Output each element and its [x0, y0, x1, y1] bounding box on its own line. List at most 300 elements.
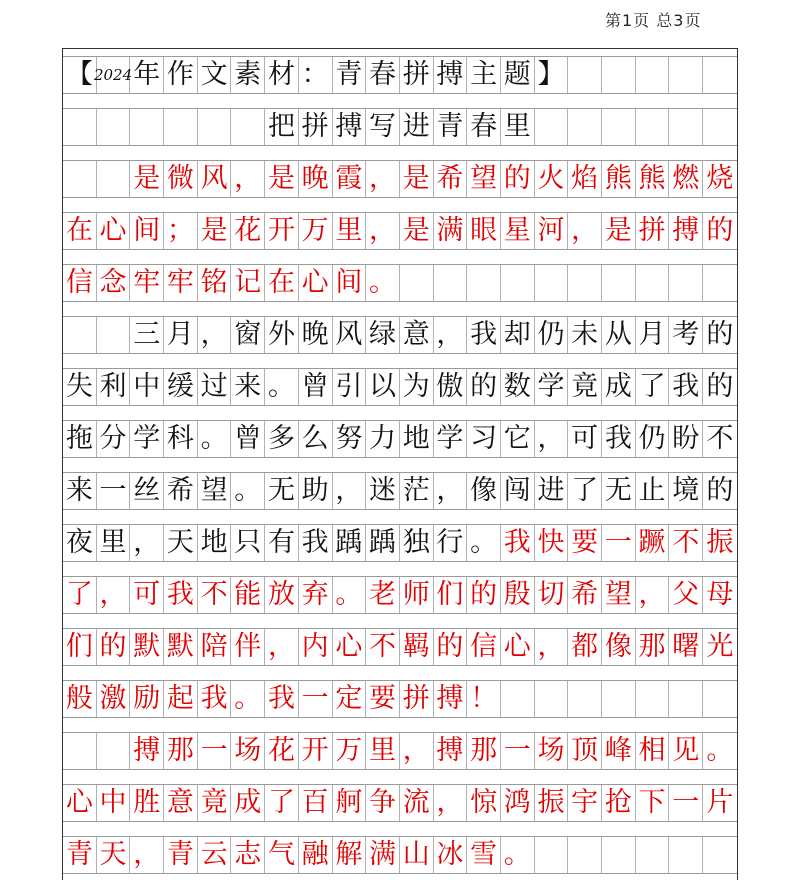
grid-cell [568, 837, 602, 873]
grid-cell [501, 265, 535, 301]
grid-cell: 不 [706, 423, 734, 454]
grid-cell: 默 [130, 629, 164, 665]
grid-cell: 那 [636, 629, 670, 665]
grid-cell [669, 57, 703, 93]
grid-cell: 的 [706, 371, 734, 402]
grid-cell: 的 [467, 577, 501, 613]
grid-cell [97, 161, 131, 197]
grid-cell: 月 [636, 317, 670, 353]
grid-cell: 的 [467, 369, 501, 405]
grid-row [63, 576, 737, 614]
grid-cell: 2024 [97, 57, 131, 93]
grid-cell [97, 109, 131, 145]
grid-cell: 以 [366, 369, 400, 405]
grid-cell [535, 837, 569, 873]
page-indicator: 第1页 总3页 [605, 11, 702, 30]
grid-cell: 我 [198, 681, 232, 717]
grid-cell: 星 [501, 213, 535, 249]
grid-cell: 地 [400, 421, 434, 457]
grid-cell: 铭 [198, 265, 232, 301]
grid-cell: 题 [501, 57, 535, 93]
grid-cell [636, 57, 670, 93]
grid-cell: 独 [400, 525, 434, 561]
grid-cell: 师 [400, 577, 434, 613]
grid-cell: 我 [669, 369, 703, 405]
grid-cell [97, 317, 131, 353]
grid-cell: 舸 [333, 785, 367, 821]
grid-cell: 熊 [636, 161, 670, 197]
grid-cell: 是 [265, 161, 299, 197]
grid-cell: ， [535, 629, 569, 665]
grid-cell: 流 [400, 785, 434, 821]
grid-cell: 的 [706, 475, 734, 506]
grid-cell: 成 [602, 369, 636, 405]
grid-cell: 念 [97, 265, 131, 301]
grid-cell: 振 [535, 785, 569, 821]
grid-cell [636, 837, 670, 873]
grid-row [63, 212, 737, 250]
grid-cell: 搏 [434, 57, 468, 93]
grid-row [63, 680, 737, 718]
grid-cell: 放 [265, 577, 299, 613]
grid-cell: 成 [231, 785, 265, 821]
grid-cell: 。 [501, 837, 535, 873]
grid-cell: 了 [568, 473, 602, 509]
grid-cell: 相 [636, 733, 670, 769]
grid-cell: 冰 [434, 837, 468, 873]
grid-cell: 心 [501, 629, 535, 665]
grid-paper [62, 48, 738, 880]
grid-row [63, 784, 737, 822]
grid-cell: 分 [97, 421, 131, 457]
grid-cell: 融 [299, 837, 333, 873]
grid-cell: 作 [164, 57, 198, 93]
grid-cell: 一 [602, 525, 636, 561]
grid-cell: 中 [130, 369, 164, 405]
grid-cell: 振 [706, 527, 734, 558]
grid-cell [568, 109, 602, 145]
grid-cell: 曙 [669, 629, 703, 665]
grid-cell: 来 [63, 473, 97, 509]
grid-cell: 光 [706, 631, 734, 662]
grid-cell [602, 837, 636, 873]
grid-cell: 望 [602, 577, 636, 613]
grid-cell [703, 837, 737, 873]
grid-cell: 老 [366, 577, 400, 613]
grid-cell: 我 [164, 577, 198, 613]
grid-cell: 那 [467, 733, 501, 769]
grid-cell: 母 [706, 579, 734, 610]
grid-cell: 利 [97, 369, 131, 405]
grid-cell: 竟 [568, 369, 602, 405]
grid-cell: 顶 [568, 733, 602, 769]
grid-cell: 我 [602, 421, 636, 457]
grid-cell: 场 [231, 733, 265, 769]
grid-cell: 万 [333, 733, 367, 769]
grid-cell: ， [333, 473, 367, 509]
grid-cell: 月 [164, 317, 198, 353]
grid-cell: 里 [333, 213, 367, 249]
grid-cell: 习 [467, 421, 501, 457]
grid-cell [602, 57, 636, 93]
grid-row [63, 524, 737, 562]
grid-cell: 羁 [400, 629, 434, 665]
grid-cell: 花 [231, 213, 265, 249]
grid-cell: 丝 [130, 473, 164, 509]
grid-cell [703, 57, 737, 93]
grid-cell: 一 [501, 733, 535, 769]
grid-cell: 切 [535, 577, 569, 613]
grid-cell: 鸿 [501, 785, 535, 821]
grid-cell: 从 [602, 317, 636, 353]
grid-cell: ， [366, 213, 400, 249]
grid-row [63, 264, 737, 302]
grid-cell: 开 [265, 213, 299, 249]
grid-cell: 未 [568, 317, 602, 353]
grid-cell: 默 [164, 629, 198, 665]
grid-cell: 万 [299, 213, 333, 249]
grid-cell: 拼 [400, 57, 434, 93]
grid-cell [467, 265, 501, 301]
grid-cell: 记 [231, 265, 265, 301]
grid-row [63, 836, 737, 874]
grid-cell: 宇 [568, 785, 602, 821]
grid-cell: 窗 [231, 317, 265, 353]
grid-cell: 多 [265, 421, 299, 457]
grid-cell: 无 [602, 473, 636, 509]
grid-cell: 燃 [669, 161, 703, 197]
grid-row [63, 420, 737, 458]
grid-cell: 晚 [299, 161, 333, 197]
grid-cell: 激 [97, 681, 131, 717]
grid-cell: ， [97, 577, 131, 613]
grid-cell: 我 [501, 525, 535, 561]
grid-cell: 搏 [130, 733, 164, 769]
grid-cell: 学 [535, 369, 569, 405]
grid-cell [669, 837, 703, 873]
grid-cell: 。 [467, 525, 501, 561]
grid-cell: 的 [434, 629, 468, 665]
grid-cell: 片 [706, 787, 734, 818]
grid-cell: 信 [63, 265, 97, 301]
grid-cell: 般 [63, 681, 97, 717]
grid-cell: 天 [97, 837, 131, 873]
grid-cell [535, 109, 569, 145]
grid-cell: 微 [164, 161, 198, 197]
grid-cell: 】 [535, 57, 569, 93]
grid-cell: 搏 [434, 681, 468, 717]
grid-cell: 们 [63, 629, 97, 665]
grid-cell: 盼 [669, 421, 703, 457]
grid-cell [434, 265, 468, 301]
grid-cell [669, 265, 703, 301]
grid-cell: 牢 [164, 265, 198, 301]
grid-cell: 。 [706, 735, 734, 766]
grid-cell: 搏 [333, 109, 367, 145]
grid-cell [602, 265, 636, 301]
grid-cell: 拖 [63, 421, 97, 457]
grid-cell: 励 [130, 681, 164, 717]
grid-cell: 。 [333, 577, 367, 613]
grid-cell: 为 [400, 369, 434, 405]
grid-cell: ， [434, 473, 468, 509]
grid-cell [703, 681, 737, 717]
grid-cell: 可 [568, 421, 602, 457]
grid-cell: 河 [535, 213, 569, 249]
grid-cell: 的 [97, 629, 131, 665]
grid-cell: 内 [299, 629, 333, 665]
grid-cell: ， [198, 317, 232, 353]
grid-cell: 见 [669, 733, 703, 769]
grid-cell: 。 [366, 265, 400, 301]
grid-cell: 伴 [231, 629, 265, 665]
grid-cell: 争 [366, 785, 400, 821]
grid-cell: 助 [299, 473, 333, 509]
grid-cell: ， [231, 161, 265, 197]
grid-cell: 要 [568, 525, 602, 561]
grid-cell: 起 [164, 681, 198, 717]
grid-row [63, 472, 737, 510]
grid-cell: 有 [265, 525, 299, 561]
grid-cell: 我 [265, 681, 299, 717]
grid-cell: 烧 [706, 163, 734, 194]
grid-cell: 不 [198, 577, 232, 613]
grid-cell [669, 681, 703, 717]
grid-cell: 曾 [299, 369, 333, 405]
grid-cell: 我 [467, 317, 501, 353]
grid-cell: 主 [467, 57, 501, 93]
grid-cell: 霞 [333, 161, 367, 197]
grid-cell: 仍 [535, 317, 569, 353]
grid-cell: 胜 [130, 785, 164, 821]
grid-cell: 地 [198, 525, 232, 561]
grid-cell: 。 [265, 369, 299, 405]
grid-cell: ， [130, 525, 164, 561]
grid-cell: 风 [333, 317, 367, 353]
grid-cell [63, 161, 97, 197]
grid-cell [231, 109, 265, 145]
grid-cell: 曾 [231, 421, 265, 457]
grid-cell: 的 [501, 161, 535, 197]
grid-cell: 熊 [602, 161, 636, 197]
grid-cell: 希 [164, 473, 198, 509]
grid-cell: 解 [333, 837, 367, 873]
grid-cell: 一 [198, 733, 232, 769]
grid-cell: 把 [265, 109, 299, 145]
grid-cell: 春 [467, 109, 501, 145]
grid-cell: 惊 [467, 785, 501, 821]
grid-cell: 是 [602, 213, 636, 249]
grid-row [63, 628, 737, 666]
grid-cell: 殷 [501, 577, 535, 613]
grid-cell: 搏 [669, 213, 703, 249]
grid-cell [636, 265, 670, 301]
grid-cell: ， [636, 577, 670, 613]
grid-cell: 牢 [130, 265, 164, 301]
grid-cell: ： [299, 57, 333, 93]
grid-cell: 心 [299, 265, 333, 301]
grid-cell: 间 [333, 265, 367, 301]
grid-cell: ， [434, 317, 468, 353]
grid-cell: 意 [400, 317, 434, 353]
grid-cell: 力 [366, 421, 400, 457]
grid-cell: 里 [501, 109, 535, 145]
grid-cell [636, 681, 670, 717]
grid-cell [703, 109, 737, 145]
grid-cell: 素 [231, 57, 265, 93]
grid-cell: ， [130, 837, 164, 873]
grid-cell: 努 [333, 421, 367, 457]
grid-cell: 青 [164, 837, 198, 873]
grid-cell: 晚 [299, 317, 333, 353]
grid-cell: 是 [130, 161, 164, 197]
grid-cell: ， [535, 421, 569, 457]
grid-cell: 我 [299, 525, 333, 561]
grid-cell [703, 265, 737, 301]
grid-cell: 望 [198, 473, 232, 509]
grid-cell: 心 [63, 785, 97, 821]
grid-cell [602, 681, 636, 717]
grid-cell [535, 265, 569, 301]
grid-cell: ， [434, 785, 468, 821]
grid-cell [636, 109, 670, 145]
grid-cell: 了 [63, 577, 97, 613]
grid-row [63, 732, 737, 770]
grid-cell: 火 [535, 161, 569, 197]
grid-cell: 迷 [366, 473, 400, 509]
grid-cell: 风 [198, 161, 232, 197]
grid-cell: 天 [164, 525, 198, 561]
grid-cell: 的 [706, 215, 734, 246]
grid-cell: 满 [434, 213, 468, 249]
grid-cell [164, 109, 198, 145]
grid-cell: ， [366, 161, 400, 197]
grid-cell: 失 [63, 369, 97, 405]
grid-cell: 不 [669, 525, 703, 561]
grid-cell: 间 [130, 213, 164, 249]
grid-cell: 峰 [602, 733, 636, 769]
grid-cell [198, 109, 232, 145]
grid-cell [535, 681, 569, 717]
grid-cell: 的 [706, 319, 734, 350]
grid-cell: ！ [467, 681, 501, 717]
grid-cell: 只 [231, 525, 265, 561]
grid-cell: 春 [366, 57, 400, 93]
grid-cell: 了 [265, 785, 299, 821]
grid-cell [400, 265, 434, 301]
grid-cell: 拼 [636, 213, 670, 249]
grid-cell: 都 [568, 629, 602, 665]
grid-cell [669, 109, 703, 145]
grid-cell: 花 [265, 733, 299, 769]
grid-cell: 了 [636, 369, 670, 405]
grid-cell: 云 [198, 837, 232, 873]
grid-cell [568, 681, 602, 717]
grid-cell: 数 [501, 369, 535, 405]
grid-row [63, 316, 737, 354]
grid-cell: 止 [636, 473, 670, 509]
grid-cell: 拼 [299, 109, 333, 145]
grid-cell: 弃 [299, 577, 333, 613]
grid-row [63, 108, 737, 146]
grid-cell: 无 [265, 473, 299, 509]
grid-cell: 材 [265, 57, 299, 93]
grid-cell: 一 [97, 473, 131, 509]
grid-cell: 蹶 [636, 525, 670, 561]
grid-cell: 茫 [400, 473, 434, 509]
grid-cell: 夜 [63, 525, 97, 561]
grid-cell: 们 [434, 577, 468, 613]
grid-row [63, 56, 737, 94]
grid-cell: 么 [299, 421, 333, 457]
grid-cell [130, 109, 164, 145]
grid-cell: 在 [63, 213, 97, 249]
grid-cell: 眼 [467, 213, 501, 249]
grid-cell: 它 [501, 421, 535, 457]
grid-cell: 【 [63, 57, 97, 93]
grid-cell: 中 [97, 785, 131, 821]
grid-cell: 。 [198, 421, 232, 457]
grid-cell: 雪 [467, 837, 501, 873]
grid-row [63, 160, 737, 198]
grid-cell: 信 [467, 629, 501, 665]
grid-cell: 是 [198, 213, 232, 249]
grid-cell: 开 [299, 733, 333, 769]
grid-cell [602, 109, 636, 145]
grid-cell: 搏 [434, 733, 468, 769]
grid-cell [568, 57, 602, 93]
grid-cell: ； [164, 213, 198, 249]
grid-cell: 却 [501, 317, 535, 353]
grid-cell: 考 [669, 317, 703, 353]
grid-cell: 百 [299, 785, 333, 821]
grid-cell: 是 [400, 213, 434, 249]
grid-cell: 来 [231, 369, 265, 405]
grid-cell: 学 [130, 421, 164, 457]
grid-cell: 气 [265, 837, 299, 873]
grid-cell: 青 [63, 837, 97, 873]
grid-cell: 焰 [568, 161, 602, 197]
grid-cell: 三 [130, 317, 164, 353]
grid-row [63, 368, 737, 406]
grid-cell: 父 [669, 577, 703, 613]
grid-cell: ， [400, 733, 434, 769]
grid-cell: 一 [299, 681, 333, 717]
grid-cell: 要 [366, 681, 400, 717]
grid-cell: 。 [231, 473, 265, 509]
grid-cell: 那 [164, 733, 198, 769]
grid-cell: 像 [602, 629, 636, 665]
grid-cell: 写 [366, 109, 400, 145]
grid-cell: 心 [333, 629, 367, 665]
grid-cell: ， [265, 629, 299, 665]
grid-cell: 定 [333, 681, 367, 717]
grid-cell: 陪 [198, 629, 232, 665]
grid-cell: 年 [130, 57, 164, 93]
grid-cell: 希 [568, 577, 602, 613]
grid-cell: 抢 [602, 785, 636, 821]
grid-cell: 心 [97, 213, 131, 249]
grid-cell: 缓 [164, 369, 198, 405]
grid-cell: 快 [535, 525, 569, 561]
grid-cell: 境 [669, 473, 703, 509]
grid-cell: 学 [434, 421, 468, 457]
grid-cell: 希 [434, 161, 468, 197]
grid-cell: 像 [467, 473, 501, 509]
grid-cell: 满 [366, 837, 400, 873]
grid-cell: 下 [636, 785, 670, 821]
grid-cell: 青 [434, 109, 468, 145]
